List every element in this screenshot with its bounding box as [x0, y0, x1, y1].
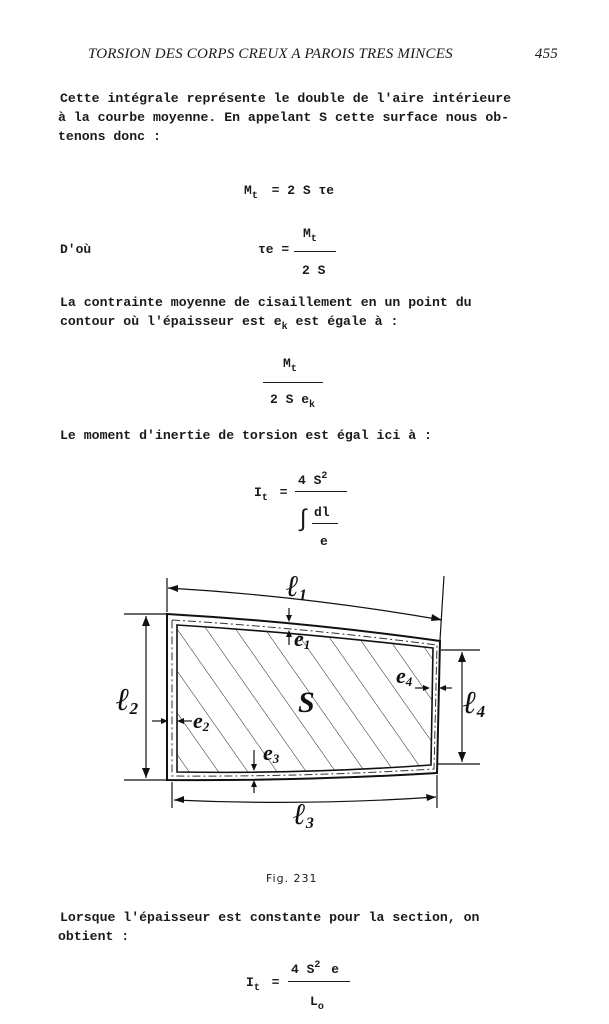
figure-caption: Fig. 231 [266, 872, 318, 885]
page-number: 455 [534, 46, 558, 62]
equation-torque: $M_t = 2$ S τe [244, 183, 335, 202]
equation-shear-numerator: $M_t$ [303, 226, 317, 245]
fraction-bar [263, 382, 323, 383]
integral-sign: ∫ [296, 507, 311, 534]
equation-avg-stress-denominator: 2 S $e_k$ [270, 392, 316, 411]
paragraph-4: Lorsque l'épaisseur est constante pour la section, on obtient : [58, 910, 480, 944]
fraction-bar [288, 981, 350, 982]
fraction-bar [312, 523, 338, 524]
running-header [88, 46, 558, 63]
label-l4: ℓ4 [463, 684, 486, 721]
paragraph-1: Cette intégrale représente le double de l'aire intérieure à la courbe moyenne. En appelant S cette surface nous ob- tenons donc : [58, 91, 512, 144]
paragraph-3: Le moment d'inertie de torsion est égal ici à : [60, 428, 432, 443]
label-area-s: S [298, 686, 315, 719]
label-l2: ℓ2 [116, 681, 139, 718]
equation-shear-denominator: 2 S [302, 263, 326, 278]
equation-shear-lhs: τe = [258, 242, 290, 257]
label-e2: e2 [193, 708, 210, 734]
paragraph-2: La contrainte moyenne de cisaillement en un point du contour où l'épaisseur est $e_k$ est égale à : [60, 295, 472, 333]
label-e1: e1 [294, 626, 311, 652]
label-l3: ℓ3 [293, 798, 314, 832]
equation-inertia-lhs: $I_t$ = [254, 485, 288, 504]
label-e3: e3 [263, 740, 280, 766]
label-e4: e4 [396, 663, 413, 689]
fraction-bar [295, 491, 347, 492]
figure-hollow-section [0, 560, 609, 840]
equation-inertia-den-den: e [320, 534, 328, 549]
equation-constant-denominator: $L_o$ [310, 994, 324, 1013]
equation-inertia-numerator: 4 $S^2$ [298, 471, 328, 488]
ek-symbol: $e_k$ [273, 314, 288, 333]
equation-constant-numerator: 4 $S^2$ e [291, 960, 340, 977]
fraction-bar [294, 251, 336, 252]
equation-constant-lhs: $I_t$ = [246, 975, 280, 994]
header-title: TORSION DES CORPS CREUX A PAROIS TRES MINCES [88, 46, 453, 62]
equation-avg-stress-numerator: $M_t$ [283, 356, 297, 375]
equation-prefix-dou: D'où [60, 242, 92, 257]
label-l1: ℓ1 [286, 570, 307, 604]
equation-inertia-den-num: dl [314, 505, 330, 520]
